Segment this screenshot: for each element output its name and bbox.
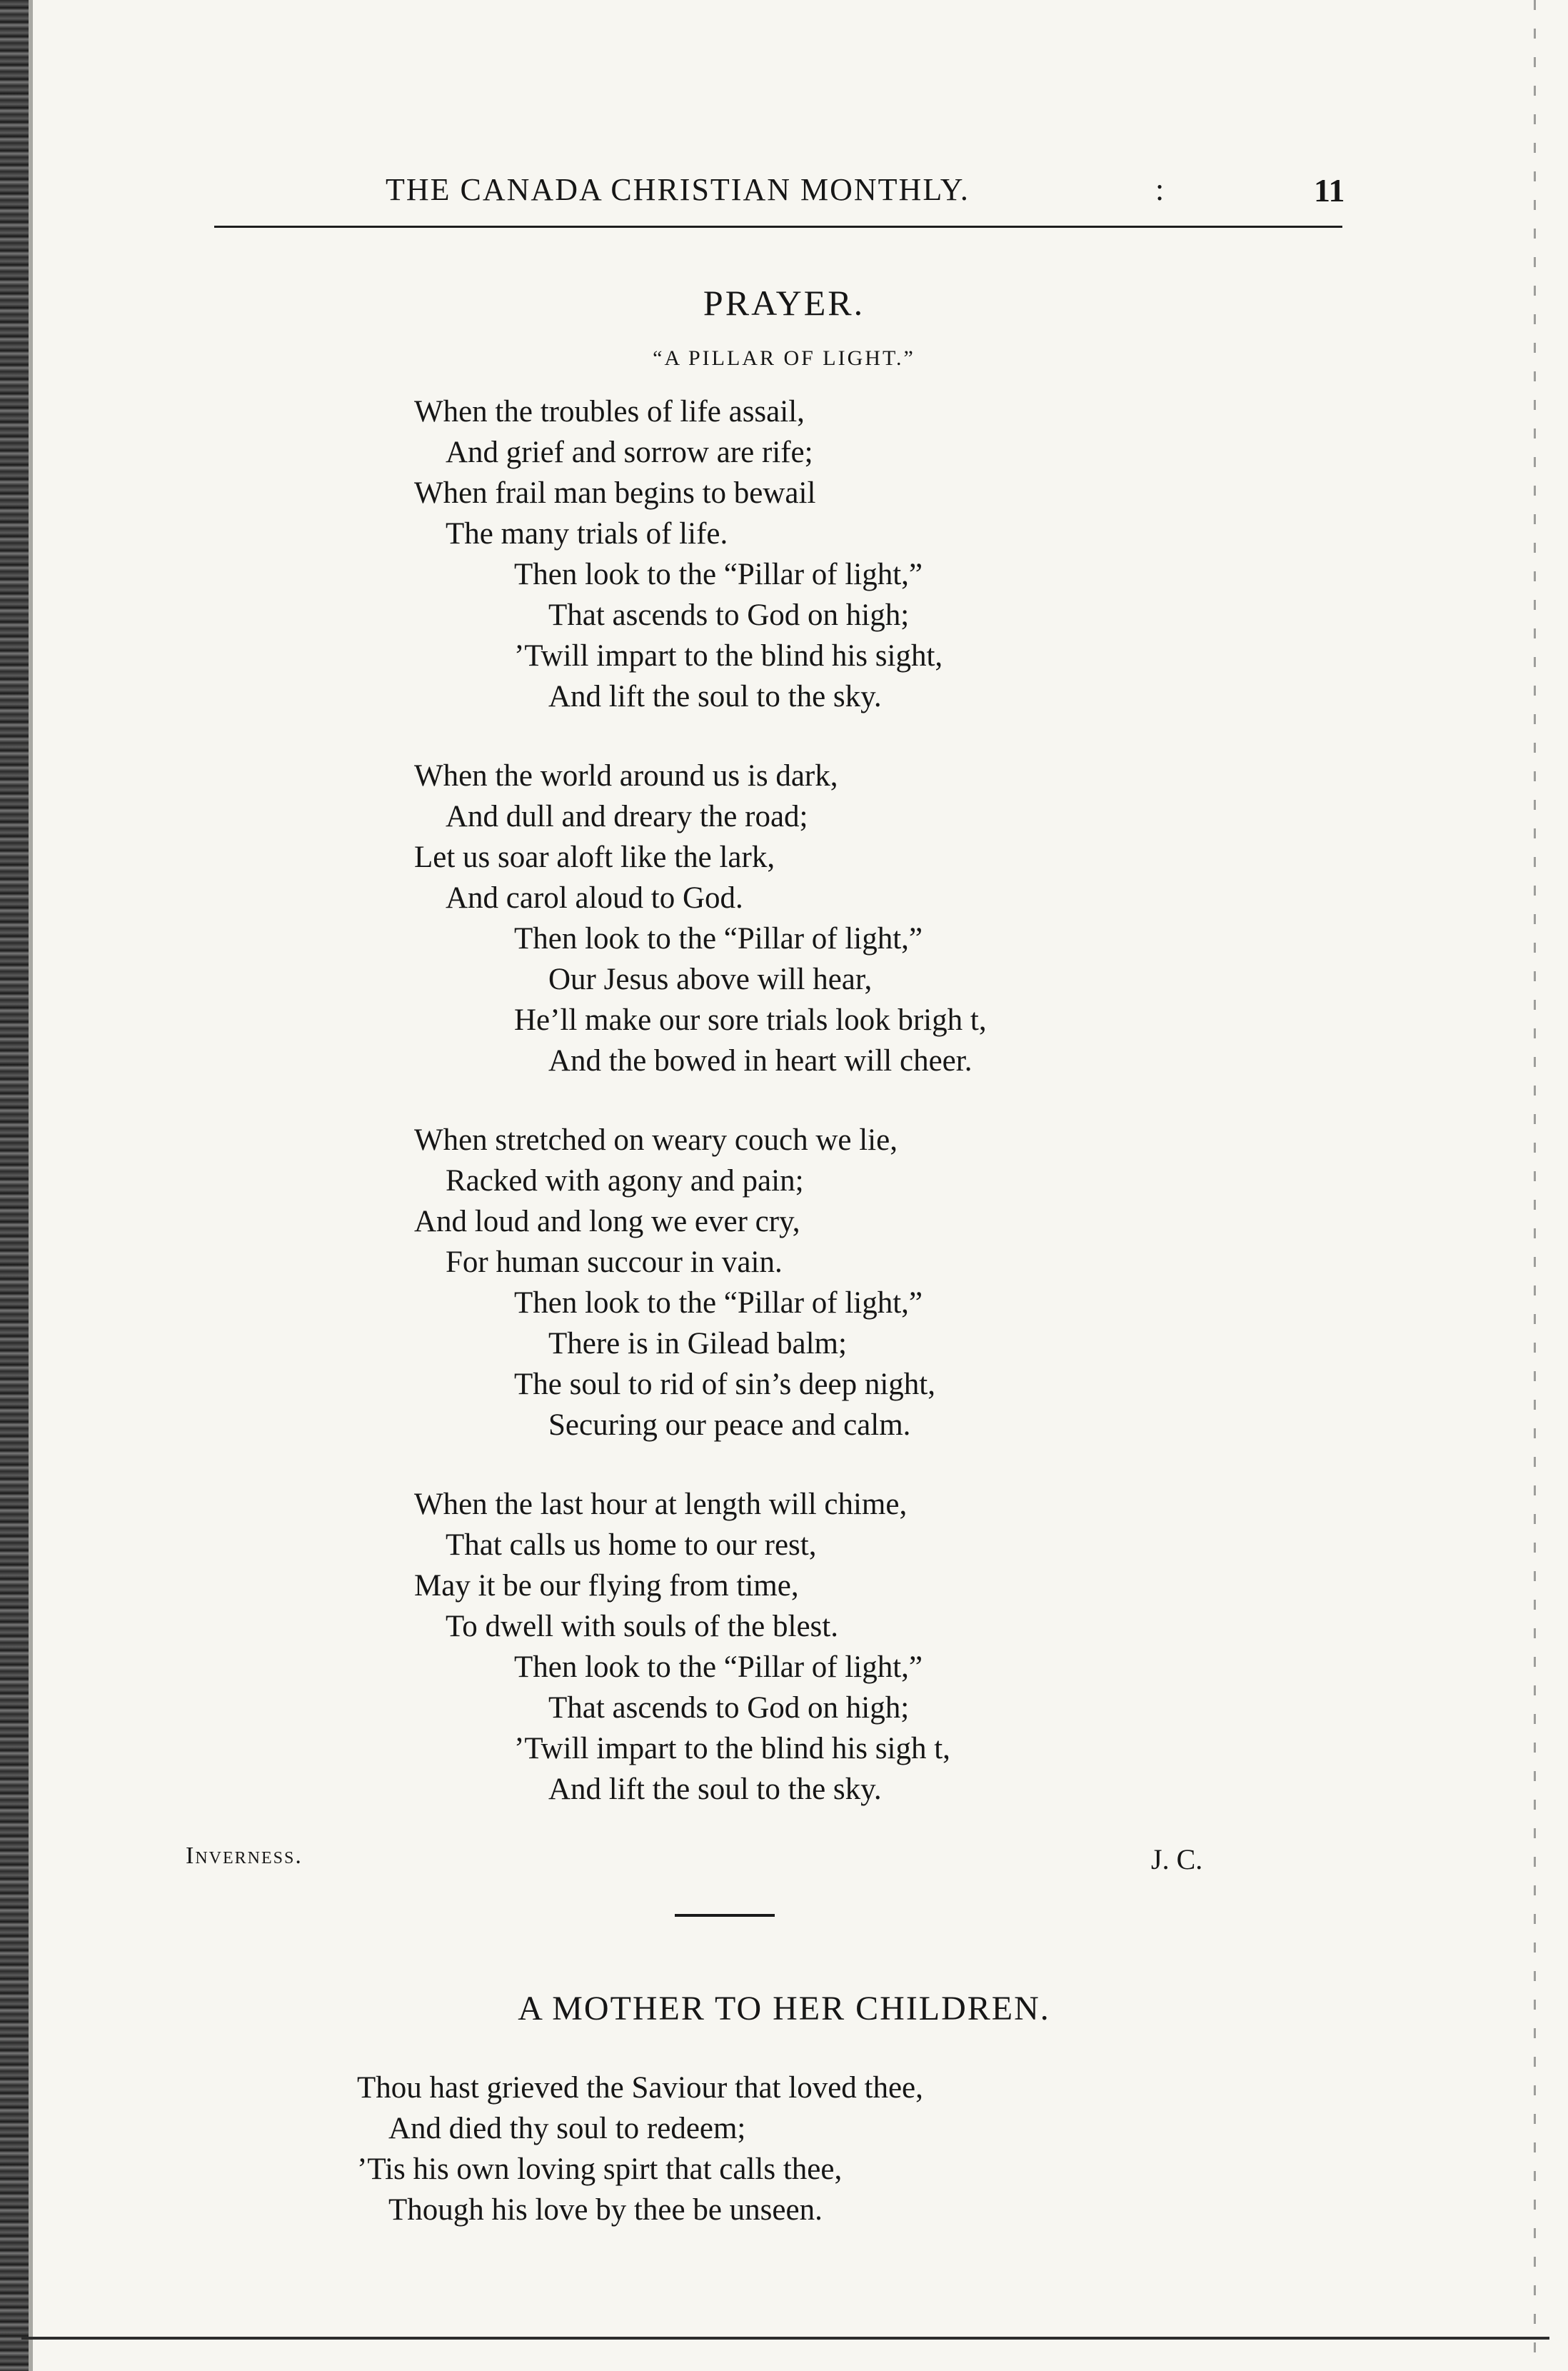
poem-line: And died thy soul to redeem; — [388, 2112, 746, 2145]
second-poem-stanza — [357, 2067, 1428, 2230]
poem-line: When frail man begins to bewail — [414, 476, 816, 510]
poem-line: He’ll make our sore trials look brigh t, — [514, 1003, 987, 1037]
poem-line: When the troubles of life assail, — [414, 395, 805, 428]
place-signature: Inverness. — [186, 1843, 303, 1869]
poem-line: Thou hast grieved the Saviour that loved thee, — [357, 2071, 923, 2105]
stanza-1 — [414, 391, 1414, 717]
stanza-3 — [414, 1120, 1414, 1445]
poem-line: And lift the soul to the sky. — [548, 680, 882, 713]
poem-line: To dwell with souls of the blest. — [446, 1610, 838, 1643]
poem-line: Then look to the “Pillar of light,” — [514, 1286, 923, 1320]
page-header — [214, 169, 1345, 237]
poem-line: ’Twill impart to the blind his sight, — [514, 639, 943, 673]
poem-line: And grief and sorrow are rife; — [446, 436, 813, 469]
poem-line: ’Tis his own loving spirt that calls thee, — [357, 2152, 843, 2186]
poem-subtitle: “A PILLAR OF LIGHT.” — [653, 346, 915, 370]
poem-line: Let us soar aloft like the lark, — [414, 841, 775, 874]
author-initials: J. C. — [1151, 1843, 1203, 1875]
poem-line: Though his love by thee be unseen. — [388, 2193, 823, 2227]
poem-line: Racked with agony and pain; — [446, 1164, 804, 1198]
poem-line: And the bowed in heart will cheer. — [548, 1044, 973, 1078]
poem-line: When the last hour at length will chime, — [414, 1488, 908, 1521]
bottom-rule — [21, 2337, 1549, 2340]
poem-line: Then look to the “Pillar of light,” — [514, 1650, 923, 1684]
poem-line: For human succour in vain. — [446, 1245, 783, 1279]
poem-line: Then look to the “Pillar of light,” — [514, 922, 923, 956]
page-number: 11 — [1314, 172, 1345, 209]
poem-line: That ascends to God on high; — [548, 1691, 910, 1725]
poem-line: May it be our flying from time, — [414, 1569, 799, 1603]
poem-line: Securing our peace and calm. — [548, 1408, 911, 1442]
poem-line: And dull and dreary the road; — [446, 800, 808, 833]
poem-line: And loud and long we ever cry, — [414, 1205, 800, 1238]
poem-line: ’Twill impart to the blind his sigh t, — [514, 1732, 950, 1765]
poem-line: That ascends to God on high; — [548, 598, 910, 632]
poem-line: Our Jesus above will hear, — [548, 963, 873, 996]
poem-line: When stretched on weary couch we lie, — [414, 1123, 898, 1157]
running-head: THE CANADA CHRISTIAN MONTHLY. — [386, 172, 970, 207]
poem-line: And carol aloud to God. — [446, 881, 743, 915]
poem-line: When the world around us is dark, — [414, 759, 838, 793]
poem-line: That calls us home to our rest, — [446, 1528, 817, 1562]
section-divider — [675, 1914, 775, 1917]
header-separator: : — [1155, 172, 1165, 207]
second-poem-title: A MOTHER TO HER CHILDREN. — [518, 1990, 1050, 2027]
poem-line: The soul to rid of sin’s deep night, — [514, 1368, 935, 1401]
header-rule — [214, 226, 1342, 228]
poem-line: And lift the soul to the sky. — [548, 1773, 882, 1806]
poem-line: Then look to the “Pillar of light,” — [514, 558, 923, 591]
poem-title: PRAYER. — [703, 283, 865, 323]
stanza-4 — [414, 1484, 1414, 1810]
poem-line: There is in Gilead balm; — [548, 1327, 847, 1360]
poem-line: The many trials of life. — [446, 517, 728, 551]
stanza-2 — [414, 756, 1414, 1081]
